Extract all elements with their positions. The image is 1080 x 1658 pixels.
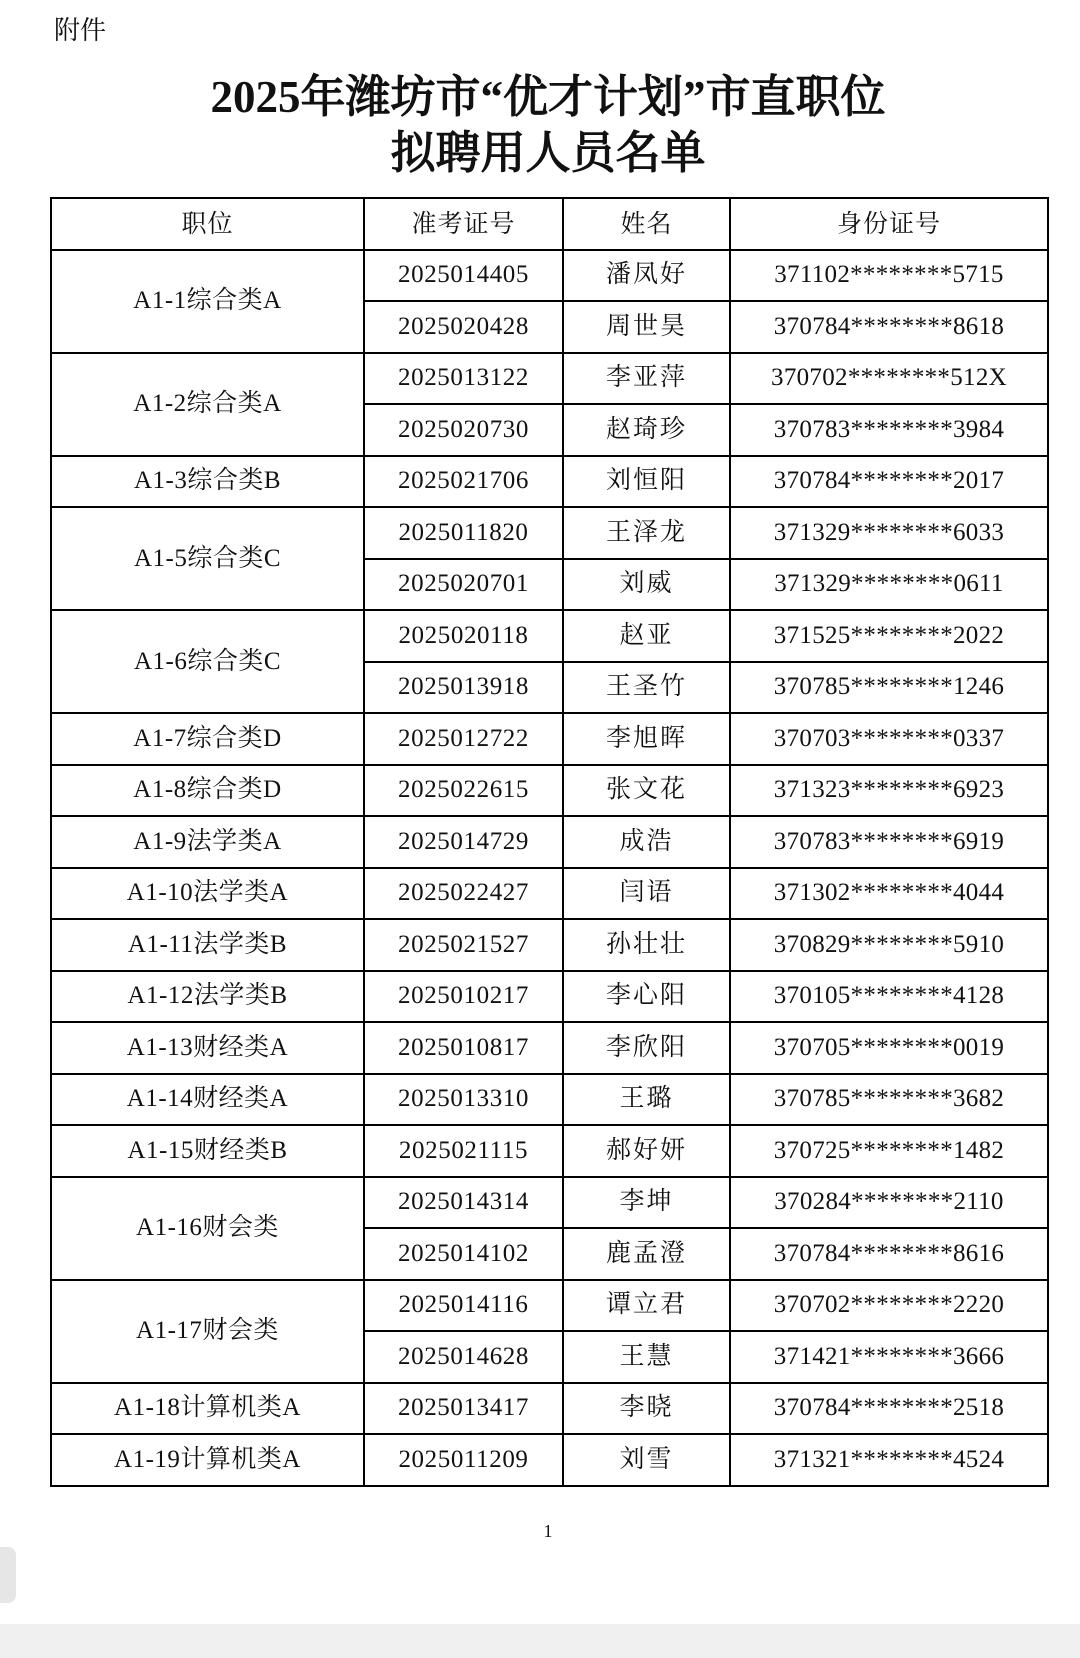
exam-id-cell: 2025014116 [364,1280,563,1332]
position-cell: A1-1综合类A [51,250,364,353]
position-cell: A1-7综合类D [51,713,364,765]
page-title-line-1: 2025年潍坊市“优才计划”市直职位 [210,72,886,122]
id-number-cell: 370284********2110 [730,1177,1048,1229]
name-cell: 成浩 [563,816,730,868]
table-row [51,1280,1048,1332]
position-cell: A1-14财经类A [51,1074,364,1126]
name-cell: 王圣竹 [563,662,730,714]
table-header [51,198,1048,250]
id-number-cell: 370783********6919 [730,816,1048,868]
header-id-number: 身份证号 [730,198,1048,250]
name-cell: 周世昊 [563,301,730,353]
table-row [51,1383,1048,1435]
position-cell: A1-12法学类B [51,971,364,1023]
id-number-cell: 371102********5715 [730,250,1048,302]
id-number-cell: 370784********8618 [730,301,1048,353]
id-number-cell: 371525********2022 [730,610,1048,662]
id-number-cell: 370702********512X [730,353,1048,405]
id-number-cell: 370702********2220 [730,1280,1048,1332]
id-number-cell: 370784********8616 [730,1228,1048,1280]
table-row [51,507,1048,559]
name-cell: 李亚萍 [563,353,730,405]
attachment-label: 附件 [54,16,107,46]
name-cell: 闫语 [563,868,730,920]
name-cell: 刘恒阳 [563,456,730,508]
viewer-bottom-bar [0,1624,1080,1658]
position-cell: A1-19计算机类A [51,1434,364,1486]
exam-id-cell: 2025014102 [364,1228,563,1280]
table-body [51,250,1048,1486]
name-cell: 郝好妍 [563,1125,730,1177]
table-row [51,713,1048,765]
id-number-cell: 370105********4128 [730,971,1048,1023]
table-row [51,971,1048,1023]
position-cell: A1-8综合类D [51,765,364,817]
table-row [51,1434,1048,1486]
position-cell: A1-6综合类C [51,610,364,713]
name-cell: 李旭晖 [563,713,730,765]
position-cell: A1-5综合类C [51,507,364,610]
table-row [51,353,1048,405]
exam-id-cell: 2025013918 [364,662,563,714]
table-row [51,1177,1048,1229]
exam-id-cell: 2025013122 [364,353,563,405]
table-row [51,1022,1048,1074]
table-row [51,816,1048,868]
exam-id-cell: 2025020428 [364,301,563,353]
id-number-cell: 371321********4524 [730,1434,1048,1486]
table-row [51,765,1048,817]
header-exam-id: 准考证号 [364,198,563,250]
exam-id-cell: 2025011820 [364,507,563,559]
exam-id-cell: 2025014314 [364,1177,563,1229]
name-cell: 王泽龙 [563,507,730,559]
exam-id-cell: 2025012722 [364,713,563,765]
name-cell: 王璐 [563,1074,730,1126]
exam-id-cell: 2025022615 [364,765,563,817]
id-number-cell: 370829********5910 [730,919,1048,971]
exam-id-cell: 2025022427 [364,868,563,920]
position-cell: A1-9法学类A [51,816,364,868]
exam-id-cell: 2025020730 [364,404,563,456]
id-number-cell: 371421********3666 [730,1331,1048,1383]
name-cell: 刘雪 [563,1434,730,1486]
exam-id-cell: 2025021706 [364,456,563,508]
table-row [51,456,1048,508]
name-cell: 孙壮壮 [563,919,730,971]
id-number-cell: 370785********1246 [730,662,1048,714]
exam-id-cell: 2025021527 [364,919,563,971]
id-number-cell: 371302********4044 [730,868,1048,920]
position-cell: A1-15财经类B [51,1125,364,1177]
name-cell: 李晓 [563,1383,730,1435]
id-number-cell: 370725********1482 [730,1125,1048,1177]
name-cell: 赵亚 [563,610,730,662]
header-name: 姓名 [563,198,730,250]
exam-id-cell: 2025014628 [364,1331,563,1383]
id-number-cell: 370703********0337 [730,713,1048,765]
name-cell: 王慧 [563,1331,730,1383]
side-panel-handle[interactable] [0,1547,16,1603]
id-number-cell: 370784********2518 [730,1383,1048,1435]
id-number-cell: 370785********3682 [730,1074,1048,1126]
id-number-cell: 370784********2017 [730,456,1048,508]
name-cell: 刘威 [563,559,730,611]
exam-id-cell: 2025011209 [364,1434,563,1486]
position-cell: A1-17财会类 [51,1280,364,1383]
name-cell: 赵琦珍 [563,404,730,456]
exam-id-cell: 2025021115 [364,1125,563,1177]
position-cell: A1-3综合类B [51,456,364,508]
id-number-cell: 370783********3984 [730,404,1048,456]
name-cell: 李欣阳 [563,1022,730,1074]
header-position: 职位 [51,198,364,250]
exam-id-cell: 2025014729 [364,816,563,868]
exam-id-cell: 2025020118 [364,610,563,662]
position-cell: A1-18计算机类A [51,1383,364,1435]
table-row [51,610,1048,662]
exam-id-cell: 2025020701 [364,559,563,611]
name-cell: 李坤 [563,1177,730,1229]
position-cell: A1-2综合类A [51,353,364,456]
name-cell: 谭立君 [563,1280,730,1332]
position-cell: A1-16财会类 [51,1177,364,1280]
table-row [51,868,1048,920]
header-row [51,198,1048,250]
id-number-cell: 371329********6033 [730,507,1048,559]
candidate-table [50,197,1049,1487]
page-title-line-2: 拟聘用人员名单 [390,128,706,178]
table-row [51,919,1048,971]
id-number-cell: 370705********0019 [730,1022,1048,1074]
name-cell: 鹿孟澄 [563,1228,730,1280]
position-cell: A1-10法学类A [51,868,364,920]
name-cell: 潘凤好 [563,250,730,302]
page-number: 1 [543,1521,553,1541]
id-number-cell: 371329********0611 [730,559,1048,611]
name-cell: 李心阳 [563,971,730,1023]
table-row [51,1125,1048,1177]
exam-id-cell: 2025013417 [364,1383,563,1435]
name-cell: 张文花 [563,765,730,817]
exam-id-cell: 2025013310 [364,1074,563,1126]
id-number-cell: 371323********6923 [730,765,1048,817]
table-row [51,250,1048,302]
exam-id-cell: 2025014405 [364,250,563,302]
exam-id-cell: 2025010817 [364,1022,563,1074]
position-cell: A1-13财经类A [51,1022,364,1074]
position-cell: A1-11法学类B [51,919,364,971]
table-row [51,1074,1048,1126]
exam-id-cell: 2025010217 [364,971,563,1023]
